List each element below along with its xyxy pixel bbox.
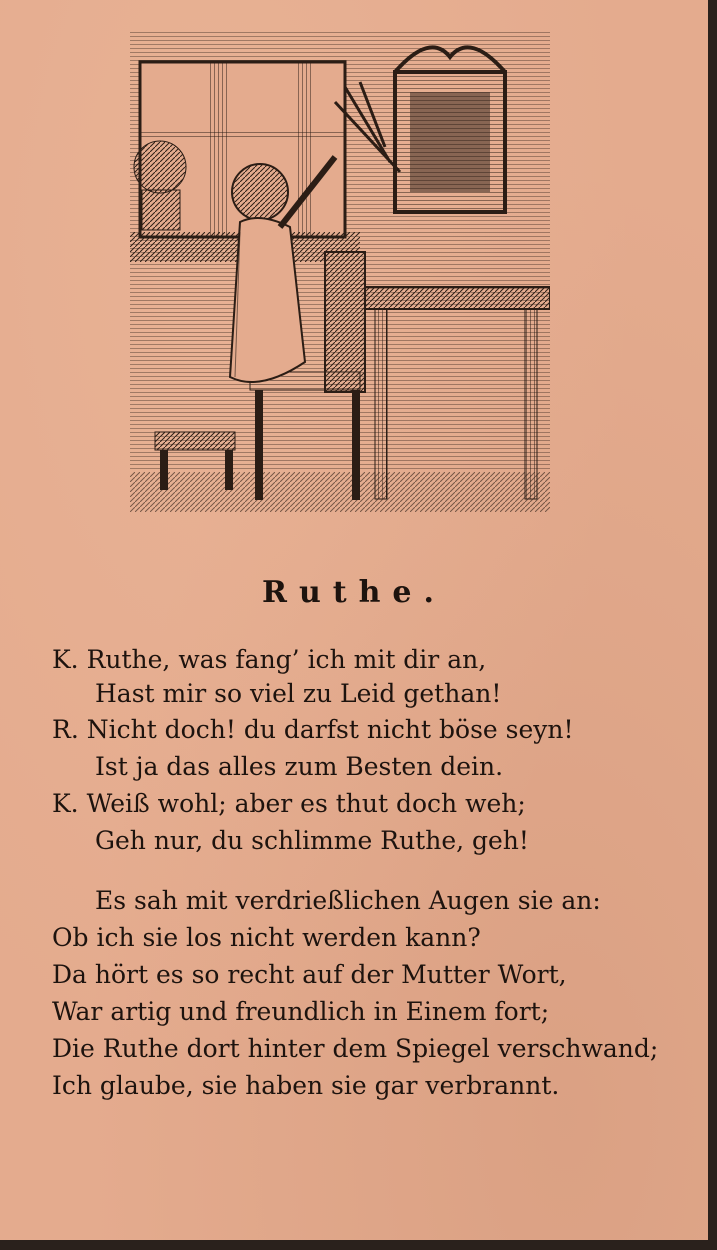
engraving-illustration bbox=[130, 32, 550, 522]
poem-line: Ich glaube, sie haben sie gar verbrannt. bbox=[52, 1071, 560, 1100]
poem-line: Da hört es so recht auf der Mutter Wort, bbox=[52, 960, 567, 989]
poem-line: K. Ruthe, was fang’ ich mit dir an, bbox=[52, 645, 487, 674]
poem-line: Die Ruthe dort hinter dem Spiegel verschwand; bbox=[52, 1034, 659, 1063]
poem-title: Ruthe. bbox=[262, 575, 446, 610]
poem-line: Es sah mit verdrießlichen Augen sie an: bbox=[95, 886, 601, 915]
poem-line: Ob ich sie los nicht werden kann? bbox=[52, 923, 481, 952]
poem-line: Hast mir so viel zu Leid gethan! bbox=[95, 679, 502, 708]
poem-line: Geh nur, du schlimme Ruthe, geh! bbox=[95, 826, 529, 855]
poem-line: Ist ja das alles zum Besten dein. bbox=[95, 752, 504, 781]
poem-line: War artig und freundlich in Einem fort; bbox=[52, 997, 550, 1026]
poem-line: K. Weiß wohl; aber es thut doch weh; bbox=[52, 789, 526, 818]
poem-line: R. Nicht doch! du darfst nicht böse seyn! bbox=[52, 715, 574, 744]
